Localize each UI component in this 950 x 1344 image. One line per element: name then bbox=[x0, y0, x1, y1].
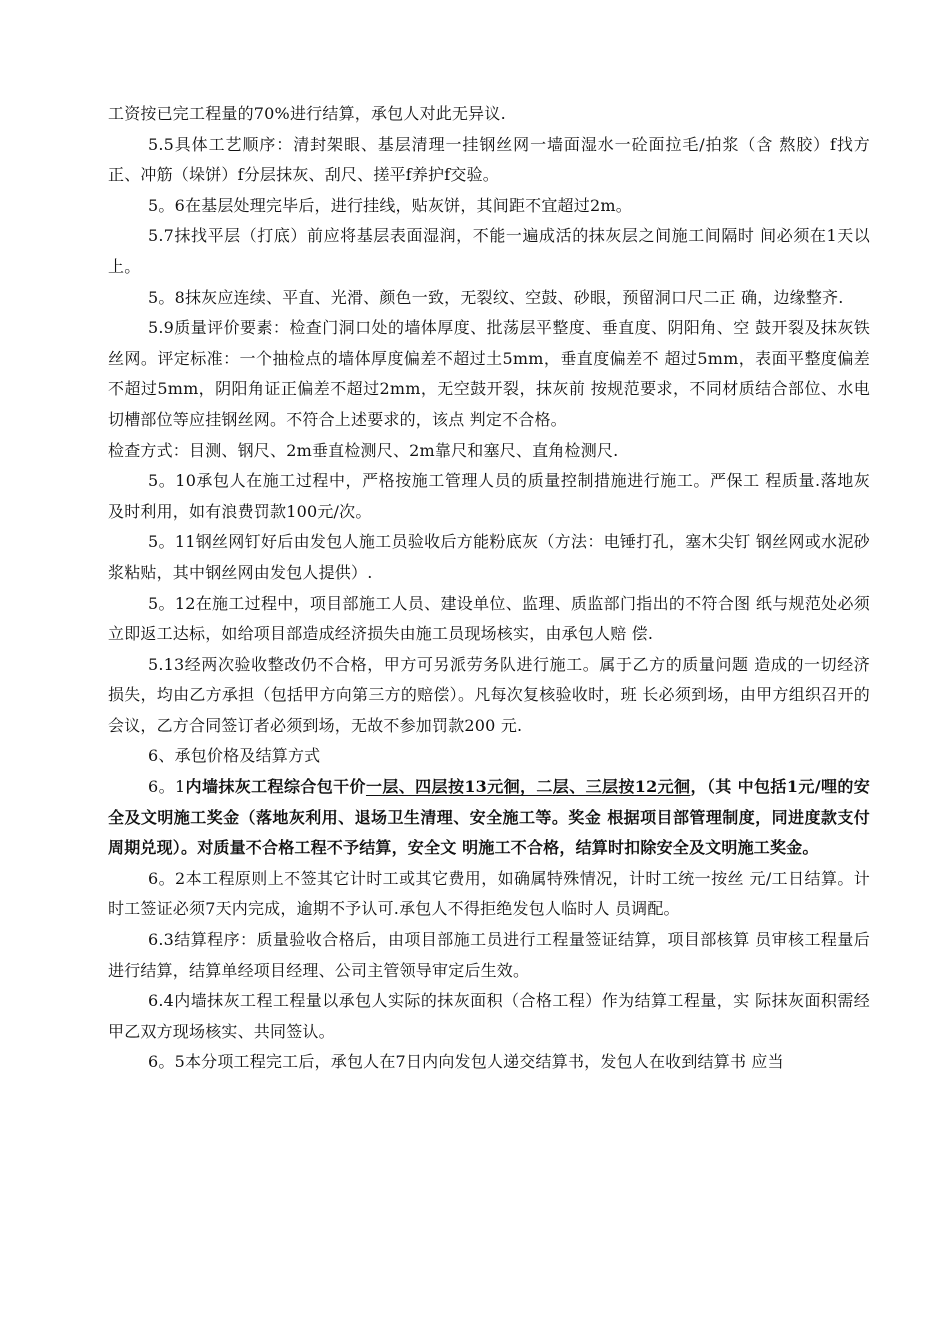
paragraph-inspection-method: 检查方式：目测、钢尺、2m垂直检测尺、2m靠尺和塞尺、直角检测尺. bbox=[108, 440, 619, 460]
section-6-heading: 6、承包价格及结算方式 bbox=[148, 746, 321, 766]
paragraph-6-1-number: 6。1 bbox=[148, 777, 186, 797]
paragraph-6-4-quantity-basis: 6.4内墙抹灰工程工程量以承包人实际的抹灰面积（合格工程）作为结算工程量，实 际抹灰面积需经甲乙双方现场核实、共同签认。 bbox=[108, 991, 870, 1041]
contract-text-body bbox=[108, 99, 870, 1078]
paragraph-5-8-plaster-quality: 5。8抹灰应连续、平直、光滑、颜色一致，无裂纹、空鼓、砂眼，预留洞口尺二正 确，边缘整齐. bbox=[148, 287, 844, 307]
paragraph-6-1-bonus-terms: ，（其 中包括1元/哩的安全及文明施工奖金（落地灰利用、退场卫生清理、安全施工等。奖金 根据项目部管理制度，同进度款支付周期兑现）。对质量不合格工程不予结算，安全文 明施工不合格，结算时扣除安全及文明施工奖金。 bbox=[108, 777, 870, 858]
paragraph-6-5-settlement-submission: 6。5本分项工程完工后，承包人在7日内向发包人递交结算书，发包人在收到结算书 应当 bbox=[148, 1052, 784, 1072]
paragraph-6-2-hourly-work: 6。2本工程原则上不签其它计时工或其它费用，如确属特殊情况，计时工统一按丝 元/工日结算。计时工签证必须7天内完成，逾期不予认可.承包人不得拒绝发包人临时人 员调配。 bbox=[108, 868, 870, 919]
paragraph-6-1-unit-prices: 一层、四层按13元徊，二层、三层按12元徊 bbox=[365, 777, 691, 797]
paragraph-5-12-rework: 5。12在施工过程中，项目部施工人员、建设单位、监理、质监部门指出的不符合图 纸与规范处必须立即返工达标，如给项目部造成经济损失由施工员现场核实，由承包人赔 偿. bbox=[108, 593, 870, 644]
paragraph-5-5-process-order: 5.5具体工艺顺序：清封架眼、基层清理一挂钢丝网一墙面湿水一砼面拉毛/拍浆（含 熬胶）f找方正、冲筋（垛饼）f分层抹灰、刮尺、搓平f养护f交验。 bbox=[108, 134, 870, 185]
paragraph-5-9-quality-evaluation: 5.9质量评价要素：检查门洞口处的墙体厚度、批荡层平整度、垂直度、阴阳角、空 鼓开裂及抹灰铁丝网。评定标准：一个抽检点的墙体厚度偏差不超过土5mm，垂直度偏差不 超过5mm，表面平整度偏差不超过5mm，阴阳角证正偏差不超过2mm，无空鼓开裂，抹灰前 按规范要求，不同材质结合部位、水电切槽部位等应挂钢丝网。不符合上述要求的，该点 判定不合格。 bbox=[108, 318, 870, 429]
paragraph-5-13-failed-inspection: 5.13经两次验收整改仍不合格，甲方可另派劳务队进行施工。属于乙方的质量问题 造成的一切经济损失，均由乙方承担（包括甲方向第三方的赔偿）。凡每次复核验收时，班 长必须到场，由甲方组织召开的会议，乙方合同签订者必须到场，无故不参加罚款200 元. bbox=[108, 654, 870, 735]
paragraph-5-6-base-treatment: 5。6在基层处理完毕后，进行挂线，贴灰饼，其间距不宜超过2m。 bbox=[148, 195, 632, 215]
paragraph-wage-settlement: 工资按已完工程量的70%进行结算，承包人对此无异议. bbox=[108, 104, 506, 123]
paragraph-5-11-steel-mesh: 5。11钢丝网钉好后由发包人施工员验收后方能粉底灰（方法：电锤打孔，塞木尖钉 钢丝网或水泥砂浆粘贴，其中钢丝网由发包人提供）. bbox=[108, 532, 870, 582]
paragraph-5-7-leveling-layer: 5.7抹找平层（打底）前应将基层表面湿润，不能一遍成活的抹灰层之间施工间隔时 间必须在1天以上。 bbox=[108, 226, 870, 276]
paragraph-6-1-contract-price bbox=[108, 772, 870, 864]
paragraph-5-10-quality-control: 5。10承包人在施工过程中，严格按施工管理人员的质量控制措施进行施工。严保工 程质量.落地灰及时利用，如有浪费罚款100元/次。 bbox=[108, 471, 870, 521]
paragraph-6-1-price-label: 内墙抹灰工程综合包干价 bbox=[185, 777, 366, 797]
paragraph-6-3-settlement-procedure: 6.3结算程序：质量验收合格后，由项目部施工员进行工程量签证结算，项目部核算 员审核工程量后进行结算，结算单经项目经理、公司主管领导审定后生效。 bbox=[108, 930, 870, 980]
